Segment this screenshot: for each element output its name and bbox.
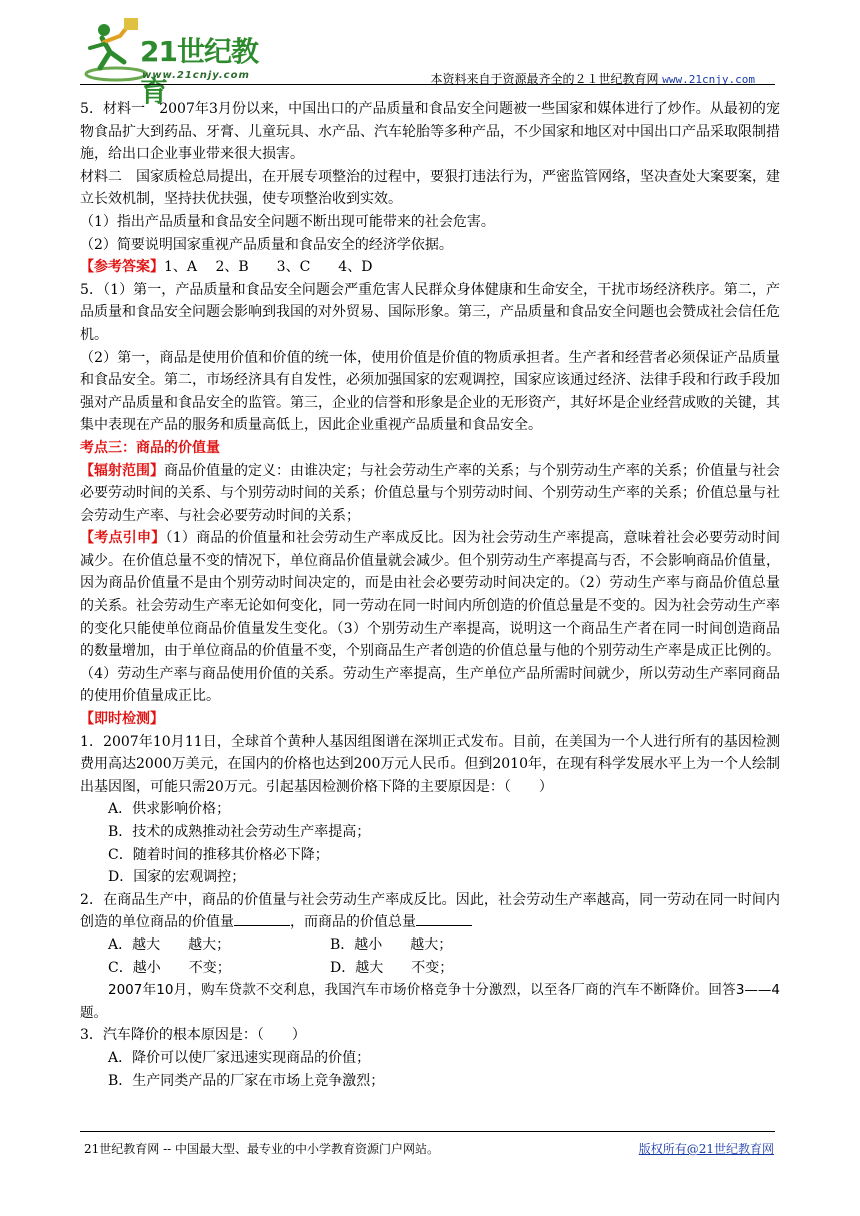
guide-text: （1）商品的价值量和社会劳动生产率成反比。因为社会劳动生产率提高，意味着社会必要劳动时间减少。在价值总量不变的情况下，单位商品价值量就会减少。但个别劳动生产率提高与否，不会影响商品价值量，因为商品价值量不是由个别劳动时间决定的，而是由社会必要劳动时间决定的。（2）劳动生产率与商品价值总量的关系。社会劳动生产率无论如何变化，同一劳动在同一时间内所创造的价值总量是不变的。因为社会劳动生产率的变化只能使单位商品价值量发生变化。（3）个别劳动生产率提高，说明这一个商品生产者在同一时间创造商品的数量增加，由于单位商品的价值量不变，个别商品生产者创造的价值总量与他的个别劳动生产率是成正比例的。（4）劳动生产率与商品使用价值的关系。劳动生产率提高，生产单位产品所需时间就少，所以劳动生产率同商品的使用价值量成正比。 [80, 530, 781, 705]
q2-option-c: C．越小 不变； [108, 959, 231, 976]
header-link[interactable]: www.21cnjy.com [662, 73, 755, 86]
q1-option-a: A．供求影响价格； [108, 801, 231, 818]
q2-stem-b: ，而商品的价值总量 [290, 914, 416, 931]
q5-material-1: 5．材料一 2007年3月份以来，中国出口的产品质量和食品安全问题被一些国家和媒体进行了炒作。从最初的宠物食品扩大到药品、牙膏、儿童玩具、水产品、汽车轮胎等多种产品，不少国家和地区对中国出口产品采取限制措施，给出口企业事业带来很大损害。 [80, 101, 780, 163]
answer-line [80, 256, 780, 279]
q3-stem: 3．汽车降价的根本原因是：（ ） [80, 1027, 306, 1044]
answer-label: 【参考答案】 [80, 259, 164, 276]
logo-title: 21世纪教育 [140, 35, 258, 108]
scope-label: 【辐射范围】 [80, 462, 164, 479]
q5-sub-1: （1）指出产品质量和食品安全问题不断出现可能带来的社会危害。 [80, 213, 495, 230]
header-divider [80, 84, 775, 85]
logo-url: www.21cnjy.com [142, 70, 250, 81]
q1-option-d: D．国家的宏观调控； [108, 869, 246, 886]
answer-5-2: （2）第一，商品是使用价值和价值的统一体，使用价值是价值的物质承担者。生产者和经营者必须保证产品质量和食品安全。第二，市场经济具有自发性，必须加强国家的宏观调控，国家应该通过经济、法律手段和行政手段加强对产品质量和食品安全的监管。第三，企业的信誉和形象是企业的无形资产，其好坏是企业经营成败的关键，其集中表现在产品的服务和质量高低上，因此企业重视产品质量和食品安全。 [80, 349, 780, 434]
header-note-text: 本资料来自于资源最齐全的２１世纪教育网 [430, 72, 659, 86]
q2-option-d: D．越大 不变； [330, 959, 454, 976]
q3-4-intro: 2007年10月，购车贷款不交利息，我国汽车市场价格竞争十分激烈，以至各厂商的汽车不断降价。回答3——4题。 [80, 982, 780, 1021]
answer-5-1: 5．（1）第一，产品质量和食品安全问题会严重危害人民群众身体健康和生命安全，干扰市场经济秩序。第二，产品质量和食品安全问题会影响到我国的对外贸易、国际形象。第三，产品质量和食品安全问题也会赞成社会信任危机。 [80, 281, 780, 343]
q1-option-c: C．随着时间的推移其价格必下降； [108, 846, 329, 863]
footer-slogan: 21世纪教育网 -- 中国最大型、最专业的中小学教育资源门户网站。 [84, 1142, 440, 1156]
q3-option-a: A．降价可以使厂家迅速实现商品的价值； [108, 1049, 371, 1066]
q2-option-b: B．越小 越大； [330, 936, 453, 953]
q2-stem-a: 2．在商品生产中，商品的价值量与社会劳动生产率成反比。因此，社会劳动生产率越高，同一劳动在同一时间内创造的单位商品的价值量 [80, 891, 780, 931]
check-label: 【即时检测】 [80, 711, 164, 728]
scope-text: 商品价值量的定义：由谁决定；与社会劳动生产率的关系；与个别劳动生产率的关系；价值量与社会必要劳动时间的关系、与个别劳动时间的关系；价值总量与个别劳动时间、个别劳动生产率的关系；价值总量与社会劳动生产率、与社会必要劳动时间的关系； [80, 462, 780, 524]
q1-stem: 1．2007年10月11日，全球首个黄种人基因组图谱在深圳正式发布。目前，在美国为一个人进行所有的基因检测费用高达2000万美元，在国内的价格也达到200万元人民币。但到2010年，在现有科学发展水平上为一个人绘制出基因图，可能只需20万元。引起基因检测价格下降的主要原因是：（ ） [80, 733, 780, 795]
site-logo[interactable] [80, 18, 280, 108]
document-body [80, 98, 780, 1092]
q5-material-2: 材料二 国家质检总局提出，在开展专项整治的过程中，要狠打违法行为，严密监管网络，坚决查处大案要案，建立长效机制，坚持扶优扶强，使专项整治收到实效。 [80, 168, 780, 208]
q2-option-a: A．越大 越大； [108, 936, 231, 953]
q2-options-row-1 [80, 934, 780, 957]
scope-paragraph [80, 460, 780, 528]
q2-blank-1 [234, 911, 290, 926]
q5-sub-2: （2）简要说明国家重视产品质量和食品安全的经济学依据。 [80, 236, 453, 253]
q3-option-b: B．生产同类产品的厂家在市场上竞争激烈； [108, 1072, 385, 1089]
page-header [80, 12, 775, 108]
q2-stem [80, 889, 780, 934]
section-title: 考点三：商品的价值量 [80, 439, 220, 456]
footer-divider [80, 1131, 775, 1132]
q2-blank-2 [416, 911, 472, 926]
footer-copyright-link[interactable]: 版权所有@21世纪教育网 [638, 1142, 774, 1156]
guide-paragraph [80, 527, 780, 708]
q2-options-row-2 [80, 957, 780, 980]
guide-label: 【考点引申】 [80, 530, 166, 547]
answer-text: 1、A 2、B 3、C 4、D [164, 259, 373, 276]
q1-option-b: B．技术的成熟推动社会劳动生产率提高； [108, 824, 371, 840]
